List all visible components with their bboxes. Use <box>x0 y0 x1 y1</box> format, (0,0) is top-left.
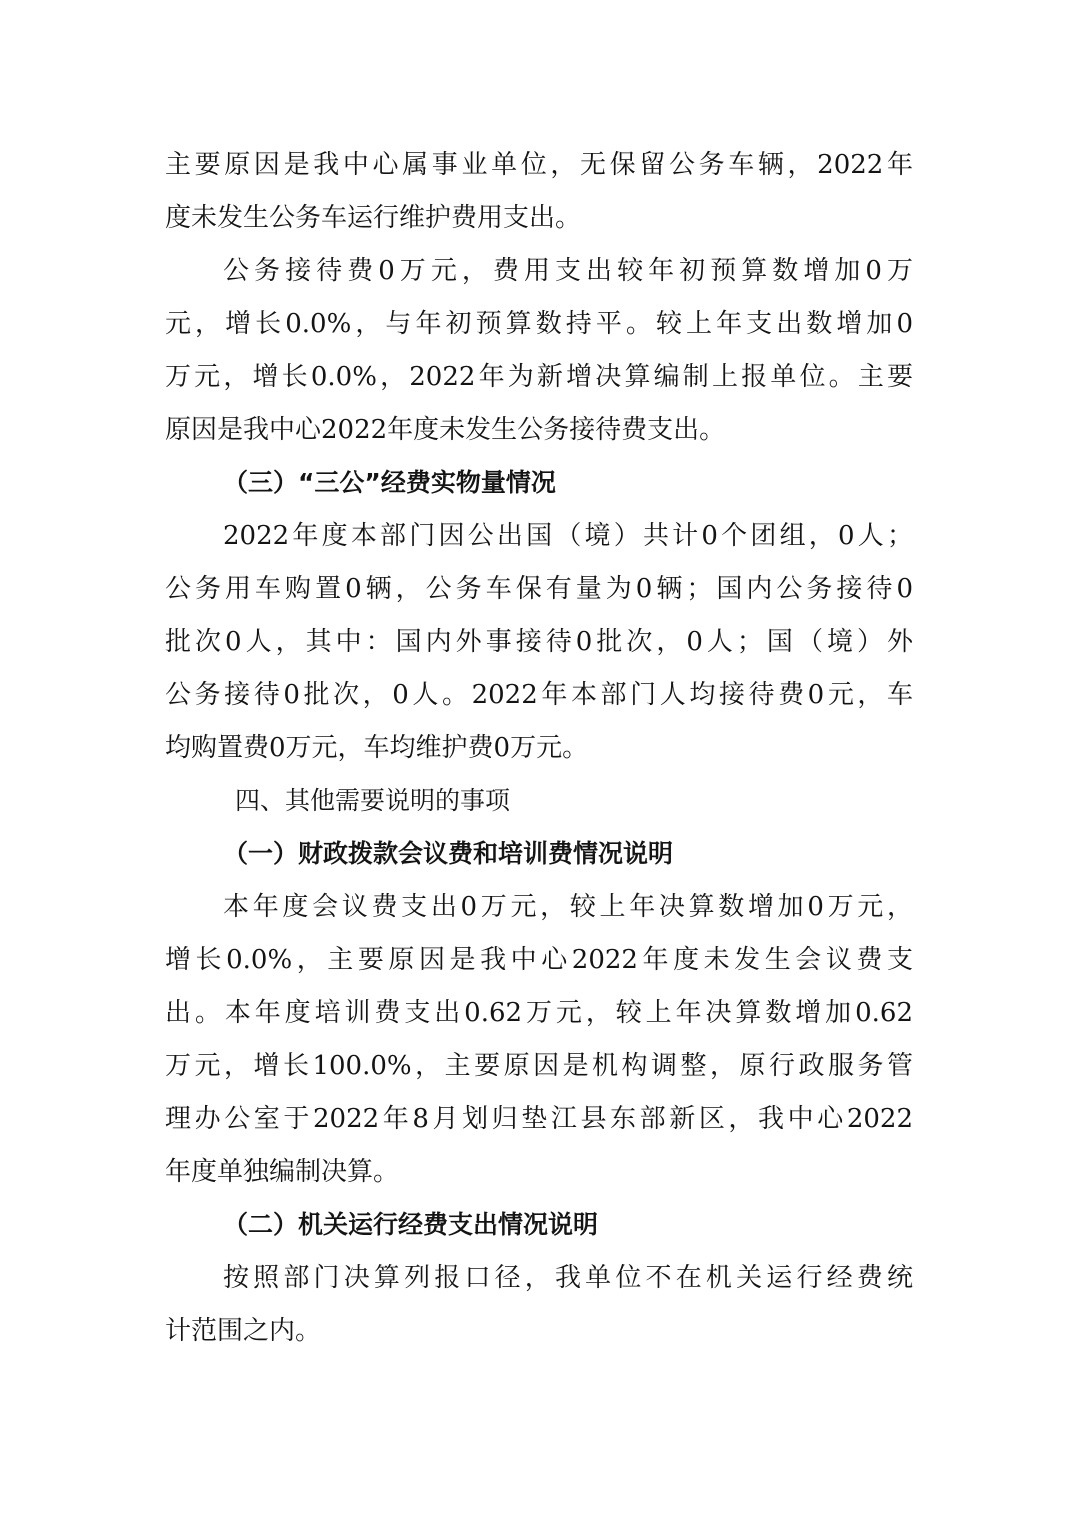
paragraph-line: 年度单独编制决算。 <box>165 1157 400 1187</box>
paragraph-line: 主要原因是我中心属事业单位，无保留公务车辆，2022年 <box>165 150 913 180</box>
paragraph-line: 公务接待费0万元，费用支出较年初预算数增加0万 <box>223 256 913 286</box>
paragraph-line: 公务接待0批次，0人。2022年本部门人均接待费0元，车 <box>165 680 913 710</box>
paragraph-line: 批次0人，其中：国内外事接待0批次，0人；国（境）外 <box>165 627 913 657</box>
paragraph-line: 增长0.0%，主要原因是我中心2022年度未发生会议费支 <box>165 945 913 975</box>
paragraph-line: 2022年度本部门因公出国（境）共计0个团组，0人； <box>223 521 913 551</box>
section-heading: 四、其他需要说明的事项 <box>235 786 511 815</box>
section-heading: （二）机关运行经费支出情况说明 <box>223 1210 599 1239</box>
section-heading: （一）财政拨款会议费和培训费情况说明 <box>223 839 674 868</box>
paragraph-line: 万元，增长100.0%，主要原因是机构调整，原行政服务管 <box>165 1051 913 1081</box>
paragraph-line: 理办公室于2022年8月划归垫江县东部新区，我中心2022 <box>165 1104 913 1134</box>
paragraph-line: 出。本年度培训费支出0.62万元，较上年决算数增加0.62 <box>165 998 913 1028</box>
paragraph-line: 公务用车购置0辆，公务车保有量为0辆；国内公务接待0 <box>165 574 913 604</box>
paragraph-line: 元，增长0.0%，与年初预算数持平。较上年支出数增加0 <box>165 309 913 339</box>
paragraph-line: 本年度会议费支出0万元，较上年决算数增加0万元， <box>223 892 913 922</box>
section-heading: （三）“三公”经费实物量情况 <box>223 468 556 497</box>
paragraph-line: 原因是我中心2022年度未发生公务接待费支出。 <box>165 415 726 445</box>
paragraph-line: 万元，增长0.0%，2022年为新增决算编制上报单位。主要 <box>165 362 913 392</box>
paragraph-line: 计范围之内。 <box>165 1316 322 1346</box>
paragraph-line: 度未发生公务车运行维护费用支出。 <box>165 203 582 233</box>
paragraph-line: 按照部门决算列报口径，我单位不在机关运行经费统 <box>223 1263 913 1293</box>
paragraph-line: 均购置费0万元，车均维护费0万元。 <box>165 733 589 763</box>
